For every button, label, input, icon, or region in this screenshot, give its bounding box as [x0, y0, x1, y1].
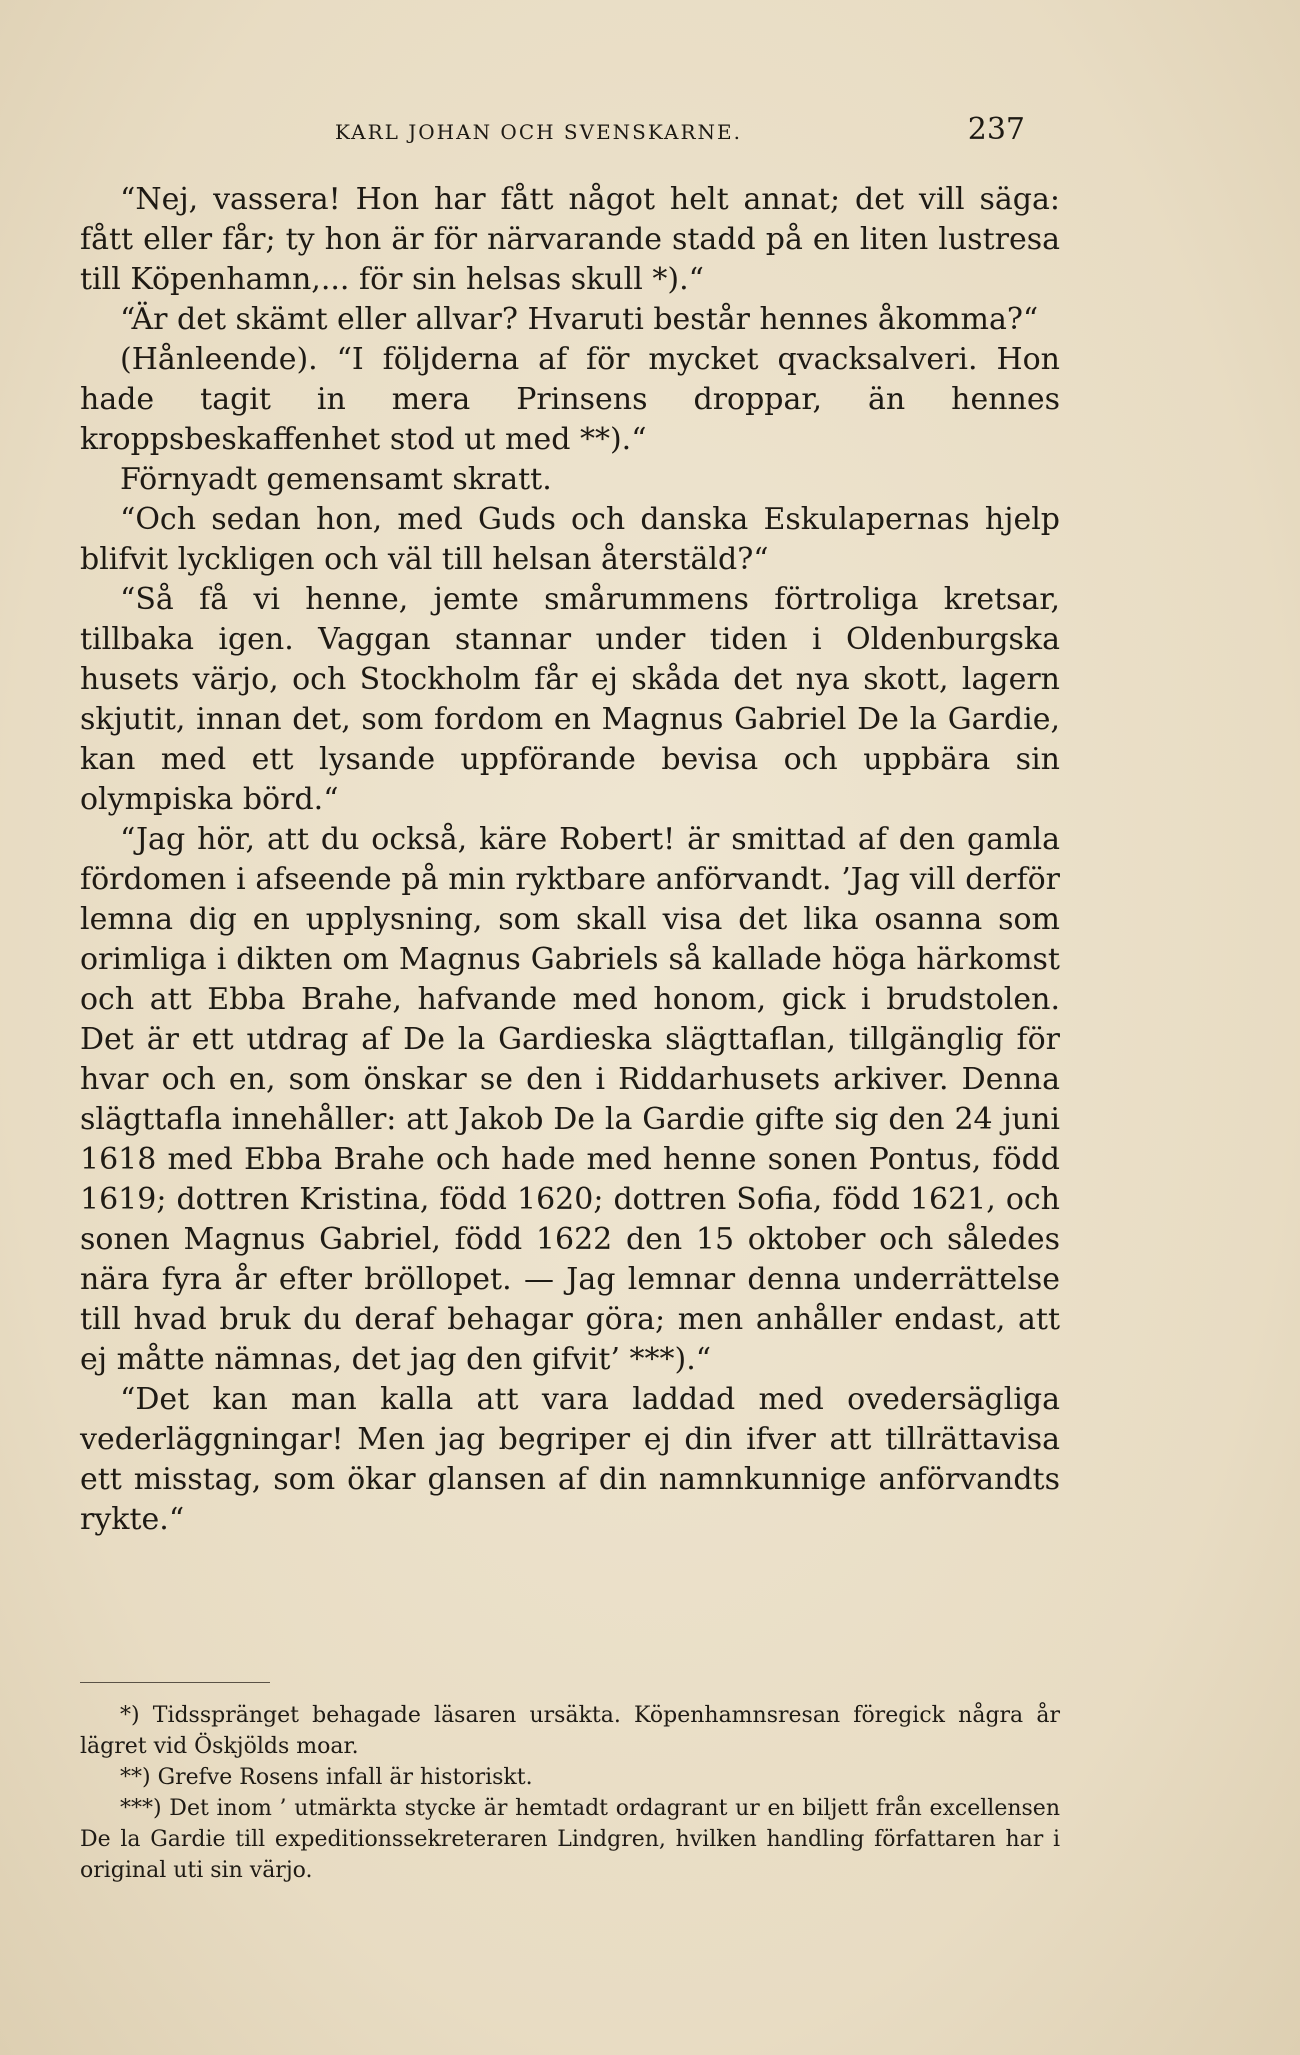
running-head: KARL JOHAN OCH SVENSKARNE. — [335, 120, 742, 144]
body-text — [80, 180, 1060, 1540]
footnote: ***) Det inom ’ utmärkta stycke är hemtadt ordagrant ur en biljett från excellensen De la Gardie till expeditionssekreteraren Lindgren, hvilken handling författaren har i original uti sin värjo. — [80, 1796, 1060, 1883]
paragraph: (Hånleende). “I följderna af för mycket qvacksalveri. Hon hade tagit in mera Prinsens droppar, än hennes kroppsbeskaffenhet stod ut med **).“ — [80, 342, 1060, 457]
paragraph: “Så få vi henne, jemte smårummens förtroliga kretsar, tillbaka igen. Vaggan stannar under tiden i Oldenburgska husets värjo, och Stockholm får ej skåda det nya skott, lagern skjutit, innan det, som fordom en Magnus Gabriel De la Gardie, kan med ett lysande uppförande bevisa och uppbära sin olympiska börd.“ — [80, 582, 1060, 817]
footnote-divider — [80, 1682, 270, 1683]
paragraph: “Nej, vassera! Hon har fått något helt annat; det vill säga: fått eller får; ty hon är för närvarande stadd på en liten lustresa till Köpenhamn,... för sin helsas skull *).“ — [80, 182, 1060, 297]
paragraph: “Det kan man kalla att vara laddad med ovedersägliga vederläggningar! Men jag begriper ej din ifver att tillrättavisa ett misstag, som ökar glansen af din namnkunnige anförvandts rykte.“ — [80, 1382, 1060, 1537]
footnotes — [80, 1700, 1060, 1886]
paragraph: Förnyadt gemensamt skratt. — [120, 462, 552, 497]
paragraph: “Är det skämt eller allvar? Hvaruti består hennes åkomma?“ — [120, 302, 1039, 337]
footnote: **) Grefve Rosens infall är historiskt. — [120, 1765, 533, 1790]
footnote: *) Tidsspränget behagade läsaren ursäkta. Köpenhamnsresan föregick några år lägret vid Öskjölds moar. — [80, 1703, 1060, 1759]
paragraph: “Jag hör, att du också, käre Robert! är smittad af den gamla fördomen i afseende på min ryktbare anförvandt. ’Jag vill derför lemna dig en upplysning, som skall visa det lika osanna som orimliga i dikten om Magnus Gabriels så kallade höga härkomst och att Ebba Brahe, hafvande med honom, gick i brudstolen. Det är ett utdrag af De la Gardieska slägttaflan, tillgänglig för hvar och en, som önskar se den i Riddarhusets arkiver. Denna slägttafla innehåller: att Jakob De la Gardie gifte sig den 24 juni 1618 med Ebba Brahe och hade med henne sonen Pontus, född 1619; dottren Kristina, född 1620; dottren Sofia, född 1621, och sonen Magnus Gabriel, född 1622 den 15 oktober och således nära fyra år efter bröllopet. — Jag lemnar denna underrättelse till hvad bruk du deraf behagar göra; men anhåller endast, att ej måtte nämnas, det jag den gifvit’ ***).“ — [80, 822, 1060, 1377]
page-header — [335, 112, 1025, 152]
paragraph: “Och sedan hon, med Guds och danska Eskulapernas hjelp blifvit lyckligen och väl till helsan återstäld?“ — [80, 502, 1060, 577]
page-number: 237 — [967, 112, 1025, 147]
